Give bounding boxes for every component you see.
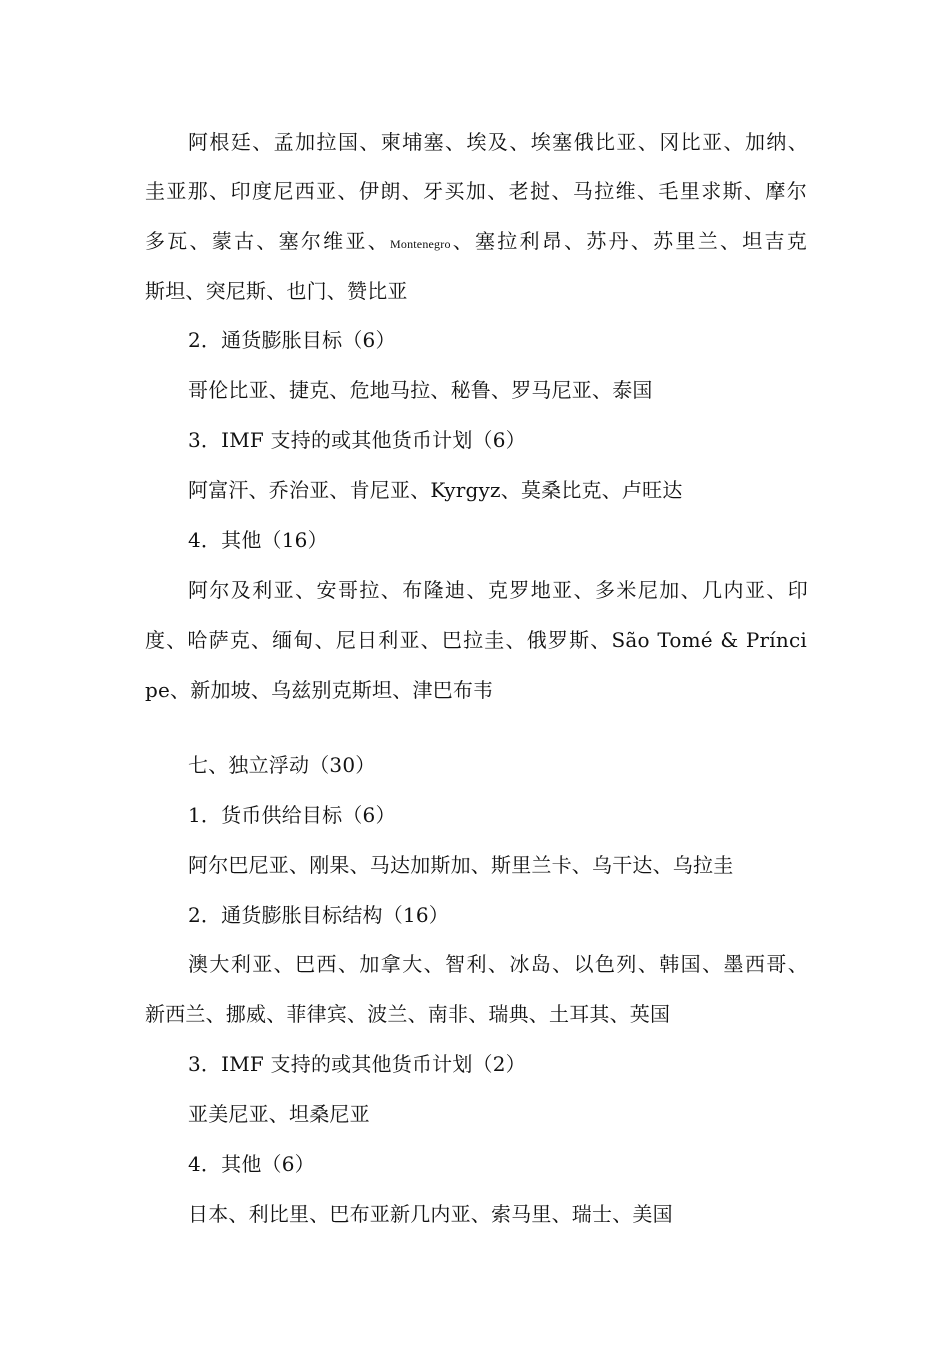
subsection-heading: 1．货币供给目标（6）	[188, 803, 396, 827]
country-list: 阿富汗、乔治亚、肯尼亚、Kyrgyz、莫桑比克、卢旺达	[188, 478, 683, 502]
paragraph-line: 圭亚那、印度尼西亚、伊朗、牙买加、老挝、马拉维、毛里求斯、摩尔	[145, 179, 807, 203]
paragraph-line: 度、哈萨克、缅甸、尼日利亚、巴拉圭、俄罗斯、São Tomé & Prínci	[145, 628, 807, 652]
paragraph-line: 新西兰、挪威、菲律宾、波兰、南非、瑞典、土耳其、英国	[145, 1002, 671, 1026]
paragraph-line: 斯坦、突尼斯、也门、赞比亚	[145, 279, 408, 303]
country-list: 日本、利比里、巴布亚新几内亚、索马里、瑞士、美国	[188, 1202, 673, 1226]
text-run-latin: Montenegro	[390, 237, 451, 251]
subsection-heading: 3．IMF 支持的或其他货币计划（2）	[188, 1052, 526, 1076]
paragraph-line: 阿根廷、孟加拉国、柬埔塞、埃及、埃塞俄比亚、冈比亚、加纳、	[188, 130, 808, 154]
paragraph-line: 阿尔及利亚、安哥拉、布隆迪、克罗地亚、多米尼加、几内亚、印	[188, 578, 808, 602]
paragraph-line: 澳大利亚、巴西、加拿大、智利、冰岛、以色列、韩国、墨西哥、	[188, 952, 808, 976]
paragraph-line	[145, 227, 807, 258]
subsection-heading: 4．其他（6）	[188, 1152, 315, 1176]
section-heading: 七、独立浮动（30）	[188, 753, 376, 777]
text-run: 、塞拉利昂、苏丹、苏里兰、坦吉克	[450, 229, 808, 253]
country-list: 阿尔巴尼亚、刚果、马达加斯加、斯里兰卡、乌干达、乌拉圭	[188, 853, 734, 877]
text-run: 多瓦、蒙古、塞尔维亚、	[145, 229, 390, 253]
subsection-heading: 2．通货膨胀目标结构（16）	[188, 903, 449, 927]
paragraph-line: pe、新加坡、乌兹别克斯坦、津巴布韦	[145, 678, 494, 702]
country-list: 哥伦比亚、捷克、危地马拉、秘鲁、罗马尼亚、泰国	[188, 378, 653, 402]
subsection-heading: 4．其他（16）	[188, 528, 328, 552]
subsection-heading: 2．通货膨胀目标（6）	[188, 328, 396, 352]
country-list: 亚美尼亚、坦桑尼亚	[188, 1102, 370, 1126]
subsection-heading: 3．IMF 支持的或其他货币计划（6）	[188, 428, 526, 452]
